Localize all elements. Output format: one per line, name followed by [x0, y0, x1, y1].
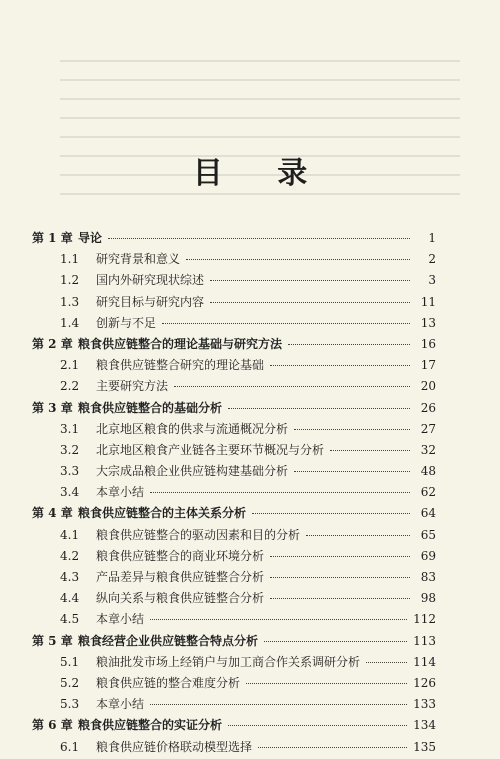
dot-leader — [264, 641, 407, 642]
dot-leader — [270, 365, 410, 366]
table-of-contents — [32, 229, 436, 759]
toc-section-entry — [32, 377, 436, 398]
dot-leader — [150, 704, 407, 705]
toc-page-number: 17 — [420, 358, 436, 373]
toc-entry-title: 国内外研究现状综述 — [96, 273, 205, 288]
toc-entry-number: 6.1 — [60, 739, 80, 754]
toc-entry-title: 粮食供应链的整合难度分析 — [96, 675, 241, 690]
dot-leader — [258, 747, 407, 748]
dot-leader — [270, 598, 410, 599]
toc-section-entry — [32, 356, 436, 377]
toc-entry-title: 导论 — [78, 231, 103, 245]
toc-section-entry — [32, 441, 436, 462]
toc-section-entry — [32, 462, 436, 483]
toc-section-entry — [32, 695, 436, 716]
dot-leader — [210, 302, 410, 303]
toc-section-entry — [32, 271, 436, 292]
toc-entry-title: 大宗成品粮企业供应链构建基础分析 — [96, 464, 289, 479]
toc-page-number: 1 — [428, 231, 436, 245]
dot-leader — [294, 429, 410, 430]
toc-entry-title: 粮食供应链整合的主体关系分析 — [78, 506, 247, 521]
toc-section-entry — [32, 547, 436, 568]
toc-page-number: 126 — [413, 675, 436, 690]
dot-leader — [294, 471, 410, 472]
toc-page-number: 62 — [420, 485, 436, 500]
dot-leader — [150, 492, 410, 493]
dot-leader — [288, 344, 410, 345]
toc-page-number: 112 — [413, 612, 436, 627]
toc-entry-title: 粮食供应链整合研究的理论基础 — [96, 358, 265, 373]
toc-entry-title: 粮食供应链整合的基础分析 — [78, 400, 223, 415]
toc-page-number: 64 — [420, 506, 436, 521]
toc-page-number: 26 — [420, 400, 436, 415]
toc-entry-number: 4.2 — [60, 548, 80, 563]
dot-leader — [306, 535, 410, 536]
toc-entry-number: 3.2 — [60, 442, 80, 457]
dot-leader — [162, 323, 410, 324]
toc-entry-number: 3.4 — [60, 485, 80, 500]
toc-chapter-entry — [32, 504, 436, 525]
toc-entry-title: 北京地区粮食产业链各主要环节概况与分析 — [96, 442, 325, 457]
toc-section-entry — [32, 483, 436, 504]
dot-leader — [228, 725, 407, 726]
dot-leader — [108, 238, 410, 239]
toc-page-number: 20 — [420, 379, 436, 394]
toc-entry-title: 粮食供应链整合的驱动因素和目的分析 — [96, 527, 301, 542]
toc-page-number: 32 — [420, 442, 436, 457]
toc-entry-number: 第 4 章 — [32, 506, 73, 521]
dot-leader — [366, 662, 407, 663]
toc-page-number: 13 — [420, 315, 436, 330]
toc-section-entry — [32, 568, 436, 589]
toc-entry-title: 北京地区粮食的供求与流通概况分析 — [96, 421, 289, 436]
toc-page-number: 65 — [420, 527, 436, 542]
toc-entry-number: 第 5 章 — [32, 633, 73, 648]
toc-page-number: 69 — [420, 548, 436, 563]
toc-entry-number: 4.4 — [60, 591, 80, 606]
toc-entry-number: 第 6 章 — [32, 718, 73, 733]
toc-section-entry — [32, 653, 436, 674]
toc-entry-title: 本章小结 — [96, 697, 145, 712]
dot-leader — [246, 683, 407, 684]
toc-entry-title: 粮食供应链整合的商业环境分析 — [96, 548, 265, 563]
dot-leader — [210, 280, 410, 281]
toc-page-number: 48 — [420, 464, 436, 479]
toc-chapter-entry — [32, 399, 436, 420]
toc-chapter-entry — [32, 229, 436, 250]
dot-leader — [150, 619, 407, 620]
toc-page-number: 3 — [428, 273, 436, 288]
toc-entry-number: 5.3 — [60, 697, 80, 712]
toc-entry-number: 1.3 — [60, 294, 80, 309]
toc-entry-title: 主要研究方法 — [96, 379, 169, 394]
toc-section-entry — [32, 314, 436, 335]
toc-entry-title: 粮食供应链价格联动模型选择 — [96, 739, 253, 754]
toc-entry-number: 3.1 — [60, 421, 80, 436]
toc-chapter-entry — [32, 632, 436, 653]
dot-leader — [186, 259, 410, 260]
toc-entry-title: 本章小结 — [96, 485, 145, 500]
toc-section-entry — [32, 610, 436, 631]
toc-entry-number: 4.5 — [60, 612, 80, 627]
toc-entry-title: 粮食供应链整合的理论基础与研究方法 — [78, 336, 283, 351]
toc-entry-number: 1.2 — [60, 273, 80, 288]
dot-leader — [270, 556, 410, 557]
toc-page-number: 113 — [413, 633, 436, 648]
toc-section-entry — [32, 674, 436, 695]
toc-section-entry — [32, 293, 436, 314]
toc-page-number: 114 — [413, 654, 436, 669]
toc-entry-title: 本章小结 — [96, 612, 145, 627]
toc-page-number: 11 — [420, 294, 436, 309]
toc-chapter-entry — [32, 716, 436, 737]
toc-entry-title: 创新与不足 — [96, 315, 157, 330]
toc-entry-title: 研究目标与研究内容 — [96, 294, 205, 309]
toc-section-entry — [32, 526, 436, 547]
toc-entry-number: 第 3 章 — [32, 400, 73, 415]
toc-page-number: 134 — [413, 718, 436, 733]
toc-entry-number: 4.1 — [60, 527, 80, 542]
toc-entry-title: 粮油批发市场上经销户与加工商合作关系调研分析 — [96, 654, 361, 669]
toc-entry-number: 第 2 章 — [32, 336, 73, 351]
toc-page-number: 27 — [420, 421, 436, 436]
toc-section-entry — [32, 738, 436, 759]
toc-entry-number: 1.1 — [60, 252, 80, 267]
toc-entry-number: 5.2 — [60, 675, 80, 690]
toc-page-number: 98 — [420, 591, 436, 606]
toc-entry-number: 4.3 — [60, 570, 80, 584]
toc-page-number: 2 — [428, 252, 436, 267]
toc-entry-title: 粮食经营企业供应链整合特点分析 — [78, 633, 259, 648]
toc-entry-number: 2.2 — [60, 379, 80, 394]
toc-section-entry — [32, 589, 436, 610]
toc-page-number: 135 — [413, 739, 436, 754]
toc-page-number: 133 — [413, 697, 436, 712]
toc-section-entry — [32, 420, 436, 441]
toc-section-entry — [32, 250, 436, 271]
toc-entry-number: 第 1 章 — [32, 231, 73, 245]
toc-entry-number: 5.1 — [60, 654, 80, 669]
toc-entry-title: 研究背景和意义 — [96, 252, 181, 267]
toc-page-number: 83 — [420, 570, 436, 584]
toc-page-number: 16 — [420, 336, 436, 351]
dot-leader — [228, 408, 410, 409]
dot-leader — [270, 577, 410, 578]
toc-entry-number: 1.4 — [60, 315, 80, 330]
page-title: 目 录 — [192, 156, 330, 191]
dot-leader — [174, 386, 410, 387]
toc-entry-title: 粮食供应链整合的实证分析 — [78, 718, 223, 733]
toc-chapter-entry — [32, 335, 436, 356]
dot-leader — [330, 450, 410, 451]
toc-entry-title: 产品差异与粮食供应链整合分析 — [96, 570, 265, 584]
dot-leader — [252, 513, 410, 514]
toc-entry-title: 纵向关系与粮食供应链整合分析 — [96, 591, 265, 606]
toc-entry-number: 3.3 — [60, 464, 80, 479]
toc-entry-number: 2.1 — [60, 358, 80, 373]
